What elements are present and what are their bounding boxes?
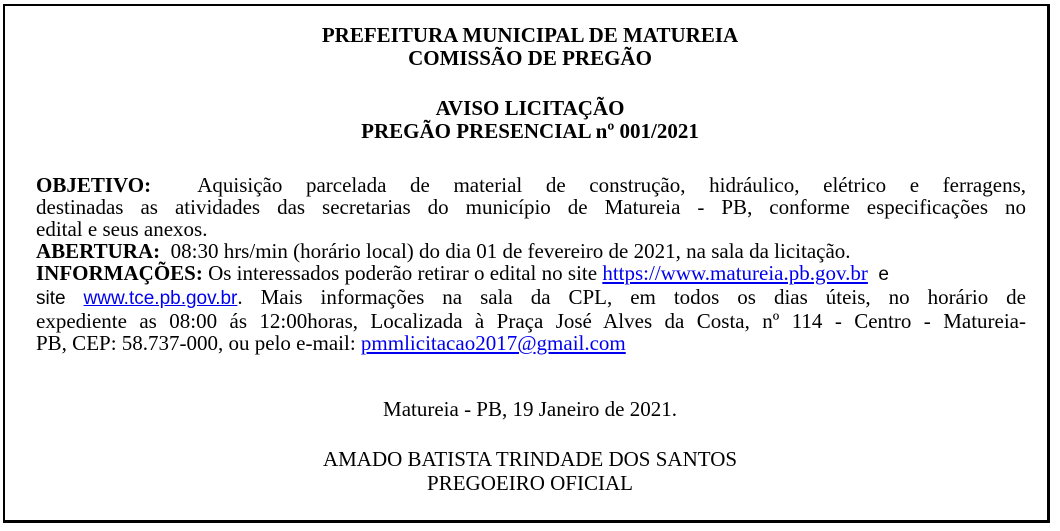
informacoes-line-2 (36, 286, 1026, 310)
abertura-label: ABERTURA: (36, 239, 161, 263)
informacoes-and: e (878, 264, 889, 285)
informacoes-label: INFORMAÇÕES: (36, 261, 203, 285)
signatory-name: AMADO BATISTA TRINDADE DOS SANTOS (322, 447, 738, 471)
email-link[interactable]: pmmlicitacao2017@gmail.com (360, 331, 626, 355)
header-process-number: PREGÃO PRESENCIAL nº 001/2021 (361, 119, 699, 143)
informacoes-text-5: PB, CEP: 58.737-000, ou pelo e-mail: (36, 331, 356, 355)
signatory-role: PREGOEIRO OFICIAL (427, 471, 633, 495)
informacoes-line-3: expediente as 08:00 ás 12:00horas, Localizada à Praça José Alves da Costa, nº 114 - Centro - Matureia- (36, 309, 1026, 333)
header-notice-title: AVISO LICITAÇÃO (435, 96, 625, 120)
objetivo-label: OBJETIVO: (36, 173, 152, 197)
informacoes-line-4 (36, 332, 1026, 354)
objetivo-line-2: destinadas as atividades das secretarias do município de Matureia - PB, conforme especificações no (36, 195, 1026, 219)
objetivo-line-1 (36, 174, 1026, 196)
abertura-line (36, 240, 1026, 262)
objetivo-line-3: edital e seus anexos. (36, 217, 208, 241)
date-line: Matureia - PB, 19 Janeiro de 2021. (383, 397, 677, 421)
objetivo-text-1: Aquisição parcelada de material de construção, hidráulico, elétrico e ferragens, (197, 173, 1026, 197)
header-municipality: PREFEITURA MUNICIPAL DE MATUREIA (321, 23, 739, 47)
notice-body (36, 174, 1026, 354)
informacoes-text-4: . Mais informações na sala da CPL, em todos os dias úteis, no horário de (237, 285, 1026, 309)
informacoes-text-1: Os interessados poderão retirar o edital no site (208, 261, 598, 285)
abertura-text: 08:30 hrs/min (horário local) do dia 01 de fevereiro de 2021, na sala da licitação. (170, 239, 851, 263)
informacoes-line-1 (36, 262, 1026, 286)
header-commission: COMISSÃO DE PREGÃO (408, 46, 652, 70)
tce-site-link[interactable]: www.tce.pb.gov.br (83, 288, 238, 309)
informacoes-site-word: site (36, 288, 66, 309)
municipality-site-link[interactable]: https://www.matureia.pb.gov.br (602, 261, 868, 285)
